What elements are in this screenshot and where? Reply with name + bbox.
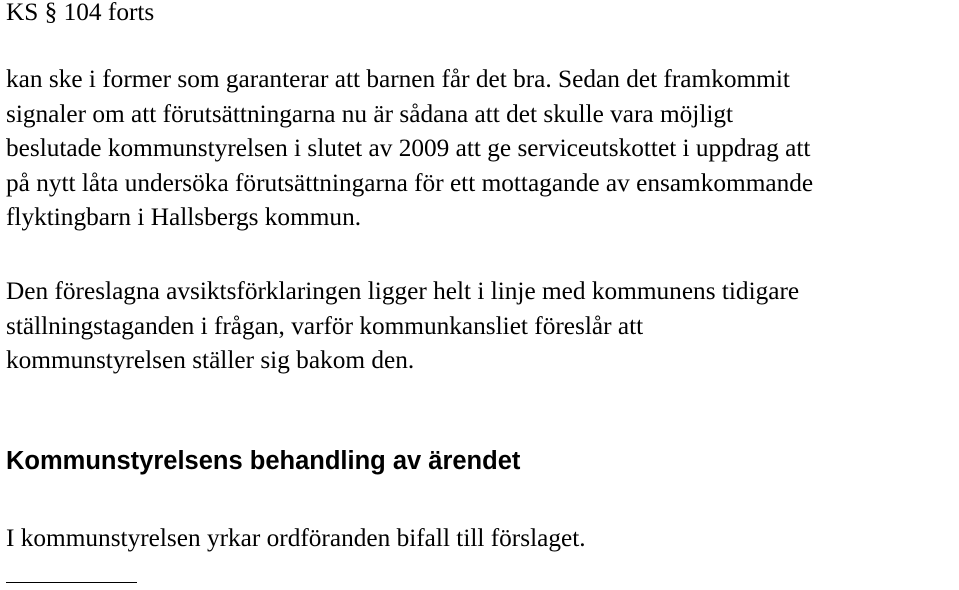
paragraph-1	[6, 62, 813, 235]
signature-rule	[6, 582, 137, 583]
paragraph-1-line: signaler om att förutsättningarna nu är sådana att det skulle vara möjligt	[6, 99, 734, 128]
decision-text: I kommunstyrelsen yrkar ordföranden bifall till förslaget.	[6, 524, 586, 552]
paragraph-1-line: på nytt låta undersöka förutsättningarna för ett mottagande av ensamkommande	[6, 168, 814, 197]
paragraph-2-line: kommunstyrelsen ställer sig bakom den.	[6, 346, 415, 374]
paragraph-2	[6, 274, 799, 378]
paragraph-1-line: beslutade kommunstyrelsen i slutet av 2009 att ge serviceutskottet i uppdrag att	[6, 134, 811, 162]
page-header-title: KS § 104 forts	[6, 0, 155, 26]
paragraph-2-line: ställningstaganden i frågan, varför kommunkansliet föreslår att	[6, 311, 644, 340]
paragraph-1-line: flyktingbarn i Hallsbergs kommun.	[6, 203, 362, 231]
section-heading: Kommunstyrelsens behandling av ärendet	[6, 447, 521, 475]
paragraph-2-line: Den föreslagna avsiktsförklaringen ligger helt i linje med kommunens tidigare	[6, 277, 800, 305]
paragraph-1-line: kan ske i former som garanterar att barnen får det bra. Sedan det framkommit	[6, 65, 790, 93]
